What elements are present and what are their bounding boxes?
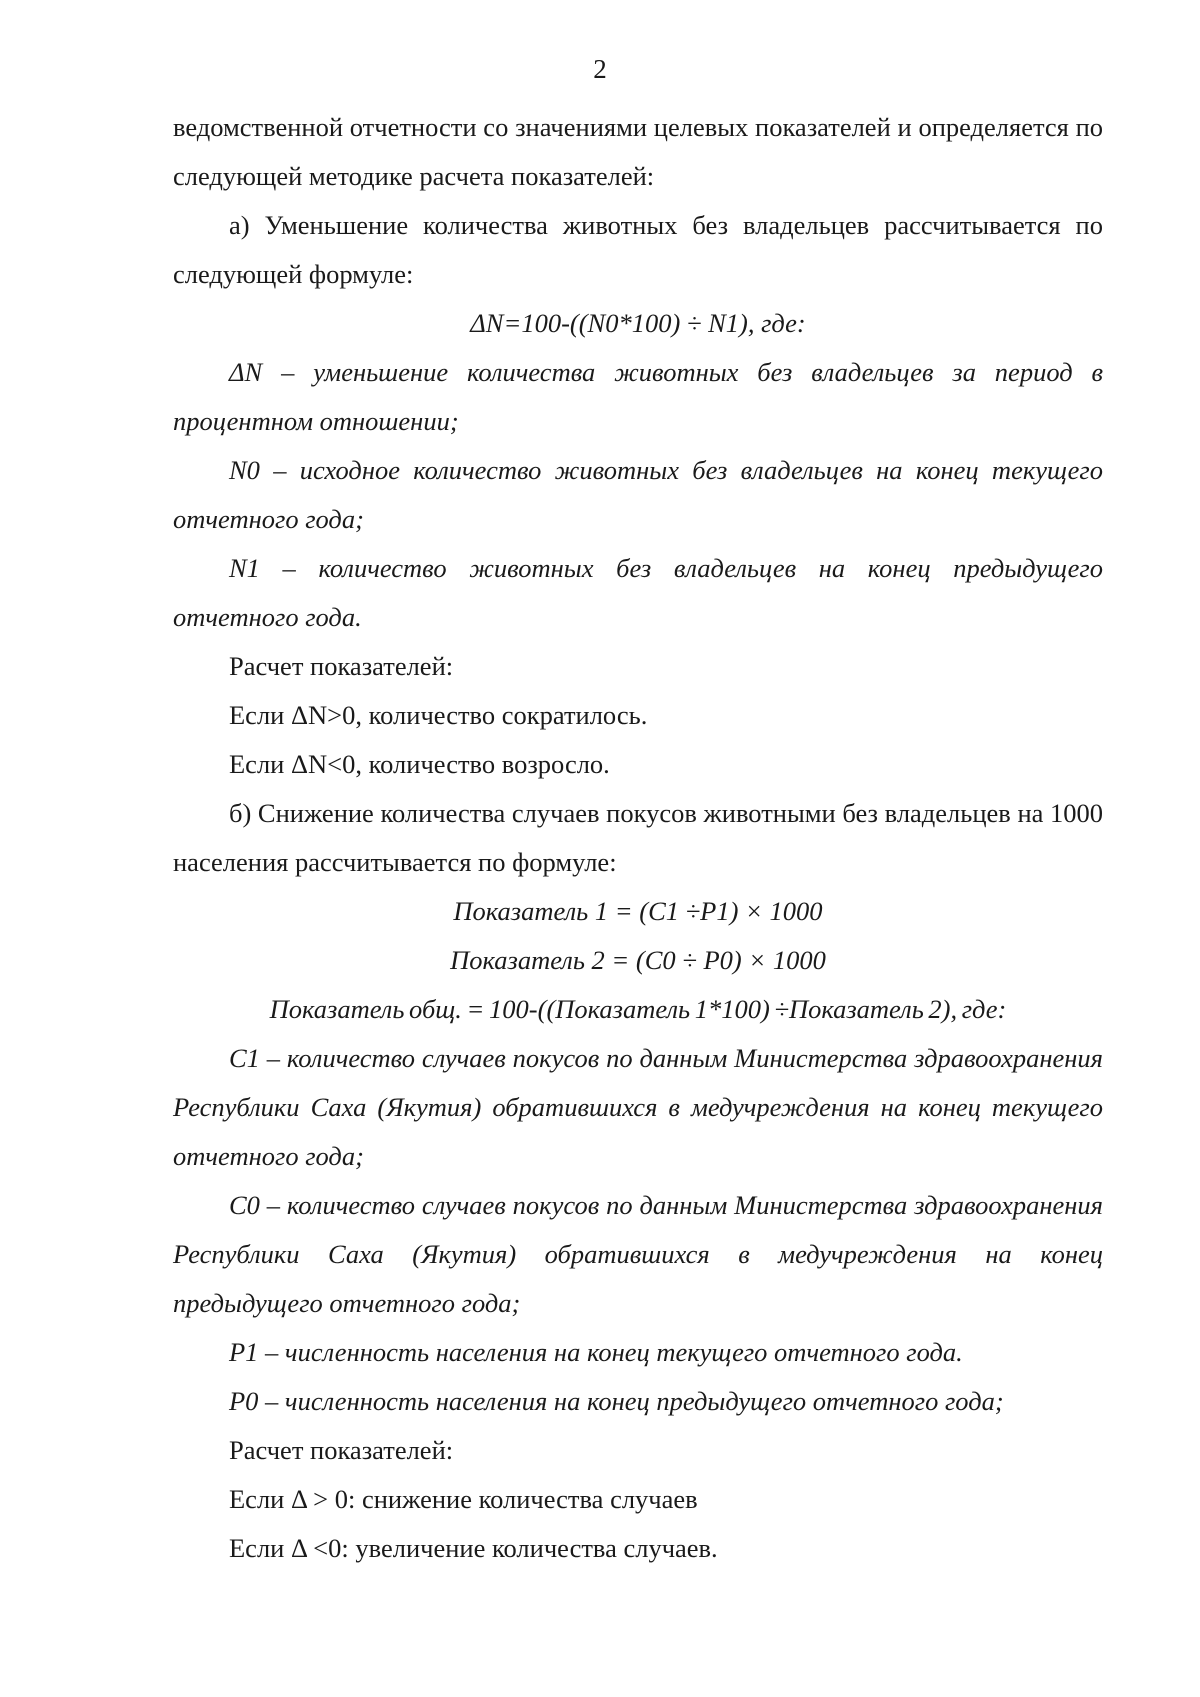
page-number: 2 (593, 54, 607, 84)
definition-n1: N1 – количество животных без владельцев на конец предыдущего отчетного года. (173, 553, 1103, 632)
section-a-rule-positive: Если ΔN>0, количество сократилось. (229, 700, 648, 730)
definition-n0: N0 – исходное количество животных без владельцев на конец текущего отчетного года; (173, 455, 1103, 534)
section-b-rule-negative: Если Δ <0: увеличение количества случаев. (229, 1533, 718, 1563)
section-b-calc-title: Расчет показателей: (229, 1435, 454, 1465)
definition-c1: С1 – количество случаев покусов по данным Министерства здравоохранения Республики Саха (Якутия) обратившихся в медучреждения на конец текущего отчетного года; (173, 1043, 1103, 1171)
intro-paragraph: ведомственной отчетности со значениями целевых показателей и определяется по следующей методике расчета показателей: (173, 112, 1103, 191)
section-b-formula-1: Показатель 1 = (С1 ÷Р1) × 1000 (453, 896, 823, 926)
definition-p0: Р0 – численность населения на конец предыдущего отчетного года; (229, 1386, 1004, 1416)
section-b-formula-2: Показатель 2 = (С0 ÷ Р0) × 1000 (450, 945, 826, 975)
document-body (173, 103, 1103, 1573)
section-a-calc-title: Расчет показателей: (229, 651, 454, 681)
section-a-rule-negative: Если ΔN<0, количество возросло. (229, 749, 610, 779)
section-a-intro: а) Уменьшение количества животных без владельцев рассчитывается по следующей формуле: (173, 210, 1103, 289)
section-b-intro: б) Снижение количества случаев покусов животными без владельцев на 1000 населения рассчитывается по формуле: (173, 798, 1104, 877)
section-a-formula: ΔN=100-((N0*100) ÷ N1), где: (470, 308, 806, 338)
section-b-rule-positive: Если Δ > 0: снижение количества случаев (229, 1484, 698, 1514)
section-b-formula-total: Показатель общ. = 100-((Показатель 1*100) ÷Показатель 2), где: (269, 994, 1007, 1024)
definition-p1: Р1 – численность населения на конец текущего отчетного года. (229, 1337, 963, 1367)
definition-c0: С0 – количество случаев покусов по данным Министерства здравоохранения Республики Саха (Якутия) обратившихся в медучреждения на конец предыдущего отчетного года; (173, 1190, 1103, 1318)
definition-delta-n: ΔN – уменьшение количества животных без владельцев за период в процентном отношении; (173, 357, 1103, 436)
